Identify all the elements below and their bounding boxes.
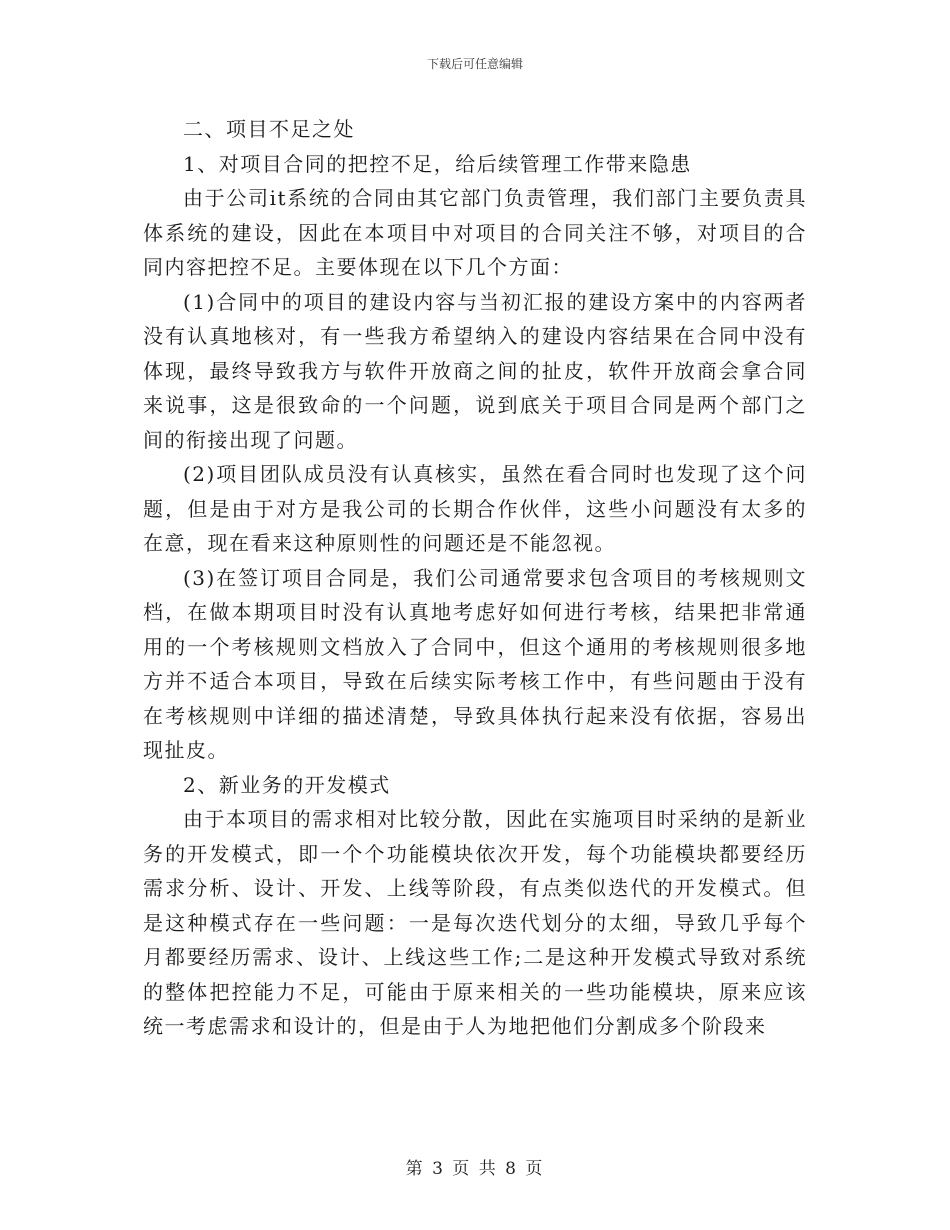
body-paragraph: (3)在签订项目合同是，我们公司通常要求包含项目的考核规则文档，在做本期项目时没有认真地考虑好如何进行考核，结果把非常通用的一个考核规则文档放入了合同中，但这个通用的考核规则很多地方并不适合本项目，导致在后续实际考核工作中，有些问题由于没有在考核规则中详细的描述清楚，导致具体执行起来没有依据，容易出现扯皮。 (143, 565, 807, 762)
page-header: 下载后可任意编辑 (426, 57, 523, 71)
document-body (143, 112, 807, 1044)
body-paragraph: 由于公司it系统的合同由其它部门负责管理，我们部门主要负责具体系统的建设，因此在本项目中对项目的合同关注不够，对项目的合同内容把控不足。主要体现在以下几个方面： (143, 186, 807, 279)
body-paragraph: 由于本项目的需求相对比较分散，因此在实施项目时采纳的是新业务的开发模式，即一个个功能模块依次开发，每个功能模块都要经历需求分析、设计、开发、上线等阶段，有点类似迭代的开发模式。但是这种模式存在一些问题：一是每次迭代划分的太细，导致几乎每个月都要经历需求、设计、上线这些工作;二是这种开发模式导致对系统的整体把控能力不足，可能由于原来相关的一些功能模块，原来应该统一考虑需求和设计的，但是由于人为地把他们分割成多个阶段来 (143, 807, 807, 1038)
subsection-heading: 2、新业务的开发模式 (183, 772, 391, 797)
section-heading: 二、项目不足之处 (183, 117, 355, 141)
body-paragraph: (1)合同中的项目的建设内容与当初汇报的建设方案中的内容两者没有认真地核对，有一些我方希望纳入的建设内容结果在合同中没有体现，最终导致我方与软件开放商之间的扯皮，软件开放商会拿合同来说事，这是很致命的一个问题，说到底关于项目合同是两个部门之间的衔接出现了问题。 (143, 289, 807, 452)
body-paragraph: (2)项目团队成员没有认真核实，虽然在看合同时也发现了这个问题，但是由于对方是我公司的长期合作伙伴，这些小问题没有太多的在意，现在看来这种原则性的问题还是不能忽视。 (143, 462, 807, 555)
subsection-heading: 1、对项目合同的把控不足，给后续管理工作带来隐患 (183, 151, 692, 176)
page-footer: 第 3 页 共 8 页 (405, 1159, 545, 1179)
